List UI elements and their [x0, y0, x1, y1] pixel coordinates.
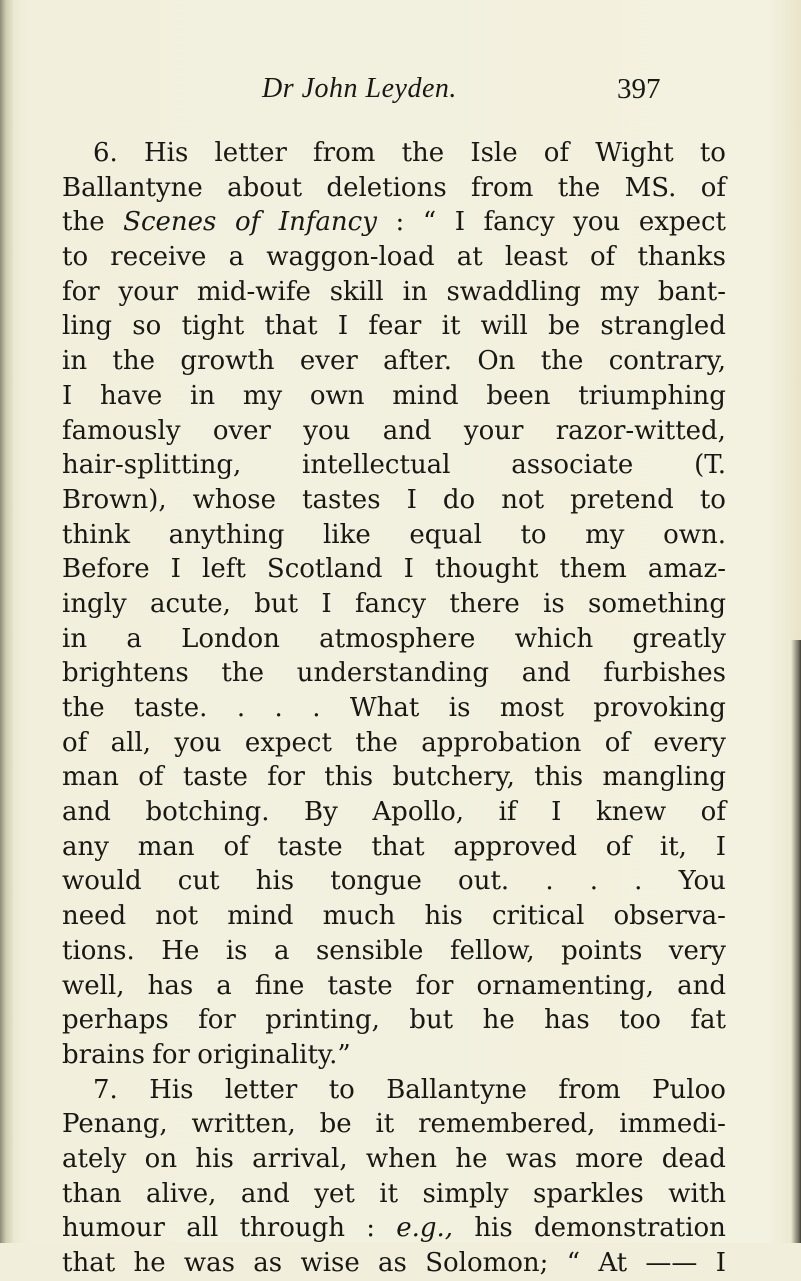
word: do: [442, 484, 476, 515]
word: arrival,: [252, 1143, 348, 1174]
word: in: [62, 346, 88, 377]
word: fine: [254, 970, 305, 1001]
word: .: [634, 866, 643, 897]
word: equal: [409, 519, 482, 550]
word: will: [480, 311, 528, 342]
word: taste: [277, 831, 343, 862]
word: is: [225, 935, 248, 966]
word: sparkles: [533, 1178, 644, 1209]
word: tight: [181, 311, 245, 342]
word: the: [540, 346, 584, 377]
word: brains: [62, 1039, 145, 1070]
word: has: [147, 970, 194, 1001]
word: he: [455, 1143, 488, 1174]
word: mangling: [602, 762, 726, 793]
word: whose: [192, 484, 277, 515]
text-line: [62, 1246, 726, 1281]
word: fancy: [483, 207, 555, 238]
word: the: [355, 727, 398, 758]
word: so: [132, 311, 162, 342]
word: Isle: [470, 138, 518, 168]
word: acute,: [150, 588, 231, 619]
word: Penang,: [62, 1109, 168, 1140]
word: you: [303, 415, 351, 446]
word: to: [699, 138, 726, 168]
word: a: [273, 935, 290, 966]
word: dead: [661, 1143, 726, 1174]
word: atmosphere: [319, 623, 476, 654]
word: understanding: [296, 658, 490, 689]
word: I: [551, 797, 562, 828]
word: any: [62, 831, 109, 862]
word: ingly: [62, 588, 127, 619]
word: not: [155, 901, 199, 932]
word: at: [456, 242, 483, 273]
word: of: [700, 172, 726, 203]
text-line: [62, 1073, 726, 1108]
word: points: [561, 935, 643, 966]
word: botching.: [145, 797, 270, 828]
word: a: [216, 970, 232, 1001]
word: if: [498, 797, 517, 828]
word: to: [699, 484, 726, 515]
word: this: [324, 762, 374, 793]
word: not: [501, 484, 545, 515]
word: razor-witted,: [555, 415, 726, 446]
text-line: [62, 691, 726, 726]
text-line: [62, 414, 726, 449]
word: observa-: [613, 901, 726, 932]
text-line: [62, 309, 726, 344]
word: Puloo: [652, 1074, 726, 1105]
text-line: [62, 1107, 726, 1142]
word: too: [619, 1005, 661, 1036]
text-line: [62, 379, 726, 414]
word: was: [183, 1248, 235, 1278]
word: ——: [645, 1248, 698, 1278]
word: thanks: [637, 242, 726, 273]
word: furbishes: [603, 658, 726, 689]
word: over: [212, 415, 271, 446]
text-line: [62, 795, 726, 830]
word: simply: [422, 1178, 509, 1209]
word: I: [715, 1248, 726, 1278]
word: receive: [110, 242, 207, 273]
word: mind: [392, 380, 459, 411]
text-line: [62, 1038, 726, 1073]
word: fancy: [354, 588, 427, 619]
word: my: [585, 519, 625, 550]
word: well,: [62, 970, 125, 1001]
word: immedi-: [619, 1109, 726, 1140]
word: .: [545, 866, 554, 897]
word: perhaps: [62, 1005, 169, 1036]
word: letter: [224, 1074, 298, 1105]
word: his: [255, 866, 295, 897]
word: that: [62, 1248, 116, 1278]
text-line: [62, 275, 726, 310]
word: provoking: [593, 693, 726, 723]
word: the: [401, 138, 445, 168]
word: yet: [314, 1178, 355, 1209]
word: all: [186, 1213, 219, 1244]
word: in: [190, 380, 216, 411]
word: to: [520, 519, 547, 550]
word: his: [424, 901, 463, 932]
word: thought: [435, 554, 539, 585]
word: to: [328, 1074, 355, 1105]
word: 6.: [93, 138, 118, 168]
word: ately: [62, 1143, 127, 1174]
word: is: [448, 693, 471, 723]
word: Before: [62, 554, 150, 585]
word: taste.: [134, 693, 208, 723]
word: after.: [383, 346, 452, 377]
word: about: [227, 172, 303, 203]
word: swaddling: [446, 276, 581, 307]
word: the: [221, 658, 265, 689]
word: his: [474, 1213, 513, 1244]
word: be: [319, 1109, 352, 1140]
word: mind: [227, 901, 294, 932]
word: .: [589, 866, 599, 897]
word: “: [422, 207, 437, 238]
word: but: [254, 588, 299, 619]
word: triumphing: [578, 380, 726, 411]
word: He: [161, 935, 200, 966]
word: my: [242, 380, 283, 411]
word: you: [573, 207, 621, 238]
text-line: [62, 830, 726, 865]
word: of: [543, 138, 570, 168]
text-line: [62, 205, 726, 240]
word: approbation: [421, 727, 582, 758]
word: of: [590, 242, 616, 273]
word: in: [402, 276, 428, 307]
word: from: [313, 138, 376, 168]
word: which: [514, 623, 594, 654]
word: from: [471, 172, 534, 203]
word: it: [375, 1109, 395, 1140]
word: fear: [368, 311, 422, 342]
word: associate: [511, 450, 634, 481]
word: the: [62, 693, 105, 723]
word: be: [548, 311, 581, 342]
word: On: [477, 346, 516, 377]
text-line: [62, 240, 726, 275]
word: my: [599, 276, 640, 307]
word: that: [371, 831, 425, 862]
word: would: [62, 866, 142, 897]
word: the: [557, 172, 601, 203]
word: with: [668, 1178, 726, 1209]
word: I: [715, 831, 726, 862]
word: think: [62, 519, 131, 550]
word: as: [378, 1248, 407, 1278]
word: ever: [299, 346, 358, 377]
word: through: [239, 1213, 346, 1244]
word: I: [454, 207, 465, 238]
text-line: [62, 171, 726, 206]
word: it: [379, 1178, 399, 1209]
word: out.: [458, 866, 510, 897]
text-line: [62, 726, 726, 761]
word: greatly: [632, 623, 726, 654]
text-line: [62, 969, 726, 1004]
word: Brown),: [62, 484, 167, 515]
word: Infancy: [278, 207, 377, 238]
word: is: [543, 588, 565, 619]
word: own.: [663, 519, 726, 550]
word: tongue: [330, 866, 422, 897]
word: critical: [491, 901, 585, 932]
word: your: [118, 276, 179, 307]
text-line: [62, 1211, 726, 1246]
word: written,: [191, 1109, 296, 1140]
word: from: [558, 1074, 621, 1105]
word: I: [62, 380, 73, 411]
word: Apollo,: [372, 797, 465, 828]
text-line: [62, 518, 726, 553]
word: he: [133, 1248, 166, 1278]
word: waggon-load: [266, 242, 435, 273]
word: 7.: [93, 1074, 118, 1105]
text-line: [62, 552, 726, 587]
word: and: [521, 658, 571, 689]
word: than: [62, 1178, 122, 1209]
word: I: [170, 554, 181, 585]
word: e.g.,: [396, 1213, 454, 1244]
word: (T.: [694, 450, 726, 481]
text-line: [62, 1003, 726, 1038]
text-line: [62, 1177, 726, 1212]
word: to: [62, 242, 89, 273]
word: least: [504, 242, 568, 273]
word: every: [653, 727, 726, 758]
page-number: 397: [617, 73, 661, 105]
word: has: [544, 1005, 590, 1036]
word: alive,: [145, 1178, 217, 1209]
word: By: [304, 797, 338, 828]
body-text: [62, 136, 726, 1281]
word: deletions: [326, 172, 447, 203]
word: your: [463, 415, 524, 446]
word: printing,: [265, 1005, 380, 1036]
word: Scenes: [123, 207, 217, 238]
word: tastes: [302, 484, 381, 515]
word: of: [605, 831, 632, 862]
word: approved: [453, 831, 577, 862]
word: I: [403, 554, 414, 585]
word: the: [62, 207, 105, 238]
text-line: [62, 483, 726, 518]
word: At: [598, 1248, 628, 1278]
word: very: [668, 935, 726, 966]
word: it: [441, 311, 461, 342]
running-head: [0, 73, 801, 113]
word: all,: [110, 727, 152, 758]
text-line: [62, 760, 726, 795]
word: the: [112, 346, 156, 377]
word: butchery,: [392, 762, 515, 793]
word: What: [349, 693, 420, 723]
word: “: [566, 1248, 581, 1278]
word: them: [559, 554, 627, 585]
text-line: [62, 934, 726, 969]
word: humour: [62, 1213, 165, 1244]
word: I: [321, 588, 332, 619]
word: own: [309, 380, 365, 411]
word: skill: [329, 276, 384, 307]
word: of: [700, 797, 726, 828]
word: wise: [300, 1248, 360, 1278]
word: originality.”: [197, 1039, 351, 1070]
word: like: [322, 519, 371, 550]
word: demonstration: [533, 1213, 726, 1244]
word: Scotland: [266, 554, 383, 585]
word: it,: [659, 831, 687, 862]
word: of: [138, 762, 164, 793]
word: sensible: [315, 935, 424, 966]
word: taste: [182, 762, 248, 793]
word: intellectual: [302, 450, 451, 481]
text-line: [62, 864, 726, 899]
word: for: [198, 1005, 236, 1036]
word: :: [366, 1213, 376, 1244]
word: His: [143, 138, 189, 168]
word: expect: [638, 207, 726, 238]
word: of: [604, 727, 630, 758]
spine-shadow: [0, 0, 14, 1243]
word: cut: [177, 866, 220, 897]
word: when: [365, 1143, 438, 1174]
word: man: [62, 762, 119, 793]
word: for: [415, 970, 454, 1001]
word: was: [505, 1143, 557, 1174]
word: something: [588, 588, 726, 619]
word: .: [236, 693, 246, 723]
word: a: [228, 242, 245, 273]
text-line: [62, 136, 726, 171]
word: and: [382, 415, 432, 446]
word: remembered,: [418, 1109, 596, 1140]
word: .: [274, 693, 283, 723]
word: Ballantyne: [62, 172, 203, 203]
text-line: [62, 587, 726, 622]
word: there: [449, 588, 520, 619]
text-line: [62, 899, 726, 934]
word: man: [137, 831, 195, 862]
word: amaz-: [647, 554, 726, 585]
word: growth: [180, 346, 275, 377]
word: MS.: [624, 172, 677, 203]
word: London: [181, 623, 280, 654]
word: you: [174, 727, 222, 758]
word: a: [126, 623, 142, 654]
running-title: Dr John Leyden.: [262, 73, 457, 104]
word: his: [195, 1143, 234, 1174]
word: been: [486, 380, 551, 411]
word: for: [152, 1039, 190, 1070]
word: in: [62, 623, 88, 654]
word: of: [234, 207, 261, 238]
word: much: [322, 901, 396, 932]
text-line: [62, 622, 726, 657]
word: bant-: [657, 276, 726, 307]
word: for: [267, 762, 305, 793]
word: left: [202, 554, 246, 585]
word: letter: [214, 138, 287, 168]
word: fat: [690, 1005, 726, 1036]
word: His: [149, 1074, 194, 1105]
word: taste: [327, 970, 393, 1001]
word: of: [62, 727, 88, 758]
word: hair-splitting,: [62, 450, 242, 481]
word: famously: [62, 415, 181, 446]
word: Wight: [595, 138, 674, 168]
word: he: [482, 1005, 515, 1036]
page-edge-shadow: [791, 640, 801, 1243]
word: contrary,: [608, 346, 726, 377]
word: expect: [244, 727, 332, 758]
word: and: [240, 1178, 290, 1209]
word: You: [678, 866, 726, 897]
word: :: [395, 207, 405, 238]
text-line: [62, 448, 726, 483]
text-line: [62, 344, 726, 379]
word: ornamenting,: [476, 970, 654, 1001]
word: strangled: [600, 311, 726, 342]
word: of: [223, 831, 249, 862]
word: fellow,: [449, 935, 535, 966]
word: I: [337, 311, 349, 342]
word: but: [409, 1005, 454, 1036]
word: have: [100, 380, 163, 411]
word: Solomon;: [425, 1248, 549, 1278]
word: for: [62, 276, 100, 307]
word: this: [534, 762, 584, 793]
word: and: [677, 970, 726, 1001]
word: knew: [595, 797, 667, 828]
word: anything: [168, 519, 285, 550]
word: ling: [62, 311, 113, 342]
word: Ballantyne: [386, 1074, 527, 1105]
word: that: [264, 311, 318, 342]
word: more: [575, 1143, 644, 1174]
word: as: [253, 1248, 283, 1278]
word: tions.: [62, 935, 135, 966]
text-line: [62, 1142, 726, 1177]
word: need: [62, 901, 127, 932]
word: most: [499, 693, 564, 723]
word: on: [144, 1143, 178, 1174]
word: mid-wife: [196, 276, 311, 307]
word: brightens: [62, 658, 189, 689]
word: .: [312, 693, 321, 723]
text-line: [62, 656, 726, 691]
word: and: [62, 797, 111, 828]
word: pretend: [570, 484, 674, 515]
word: I: [406, 484, 417, 515]
